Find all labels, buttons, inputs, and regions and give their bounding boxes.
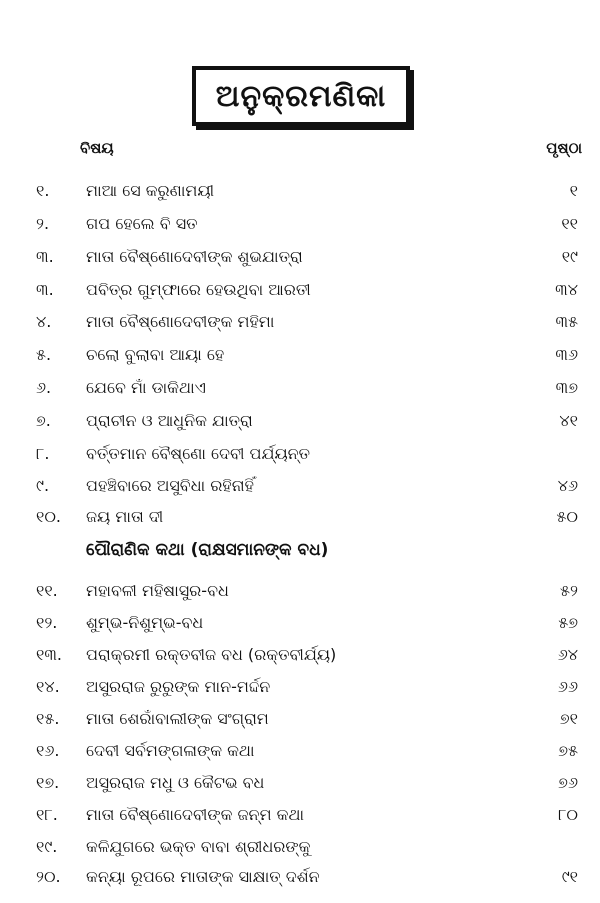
toc-title: ଅସୁରରାଜ ରୁରୁଙ୍କ ମାନ-ମର୍ଦ୍ଦନ [86,677,271,696]
toc-row [0,737,600,767]
page-title: ଅନୁକ୍ରମଣିକା [192,66,410,126]
toc-number: ୮. [36,444,50,463]
toc-title: ଶୁମ୍ଭ-ନିଶୁମ୍ଭ-ବଧ [86,613,204,632]
toc-title: ମାଆ ସେ କରୁଣାମୟୀ [86,181,215,200]
toc-row [0,503,600,533]
toc-row [0,308,600,338]
toc-number: ୨. [36,214,50,233]
toc-title: ମାତା ଶେରାଁବାଲୀଙ୍କ ସଂଗ୍ରାମ [86,709,269,728]
toc-number: ୭. [36,411,51,430]
toc-row [0,577,600,607]
toc-title: ଦେବୀ ସର୍ବମଙ୍ଗଳାଙ୍କ କଥା [86,741,255,760]
toc-row [0,440,600,470]
toc-number: ୧୬. [36,741,60,760]
toc-title: କନ୍ୟା ରୂପରେ ମାତାଙ୍କ ସାକ୍ଷାତ୍ ଦର୍ଶନ [86,867,320,886]
toc-row [0,801,600,831]
toc-number: ୧୪. [36,677,60,696]
toc-number: ୧୭. [36,773,60,792]
toc-number: ୪. [36,312,52,331]
toc-page: ୧ [569,181,578,200]
toc-row [0,609,600,639]
toc-page: ୩୭ [555,378,578,397]
toc-page: ୬୬ [557,677,578,696]
toc-page: ୧୯ [561,247,578,266]
toc-row [0,472,600,502]
toc-title: ପହଞ୍ଚିବାରେ ଅସୁବିଧା ରହିନାହିଁ [86,476,254,495]
toc-title: ଚଲୋ ବୁଲାବା ଆୟା ହେ [86,345,225,364]
toc-page: ୬୪ [557,645,578,664]
toc-number: ୧୫. [36,709,60,728]
section-heading: ପୌରାଣିକ କଥା (ରାକ୍ଷସମାନଙ୍କ ବଧ) [86,540,329,560]
toc-title: ପରାକ୍ରମୀ ରକ୍ତବୀଜ ବଧ (ରକ୍ତବୀର୍ଯ୍ୟ) [86,645,337,664]
toc-page: ୯୧ [561,867,578,886]
page-column-header: ପୃଷ୍ଠା [546,139,582,157]
toc-page: ୭୫ [558,741,578,760]
toc-page: ୩୪ [555,280,578,299]
toc-title: କଳିଯୁଗରେ ଭକ୍ତ ବାବା ଶ୍ରୀଧରଙ୍କୁ [86,837,311,856]
toc-title: ମାତା ବୈଷ୍ଣୋଦେବୀଙ୍କ ମହିମା [86,312,275,331]
toc-number: ୩. [36,280,54,299]
toc-title: ମହାବଳୀ ମହିଷାସୁର-ବଧ [86,581,229,600]
toc-number: ୧୨. [36,613,58,632]
toc-page: ୪୧ [559,411,578,430]
toc-page: ୫୦ [556,507,578,526]
toc-number: ୧୩. [36,645,62,664]
toc-row [0,769,600,799]
toc-title: ମାତା ବୈଷ୍ଣୋଦେବୀଙ୍କ ଶୁଭଯାତ୍ରା [86,247,303,266]
toc-number: ୩. [36,247,54,266]
toc-number: ୯. [36,476,50,495]
toc-title: ଜୟ ମାତା ଦୀ [86,507,164,526]
toc-page: ୧୧ [561,214,578,233]
toc-title: ପବିତ୍ର ଗୁମ୍ଫାରେ ହେଉଥିବା ଆରତୀ [86,280,311,299]
toc-page: ୭୧ [559,709,578,728]
toc-row [0,374,600,404]
toc-page: ୮୦ [558,805,578,824]
toc-number: ୧୯. [36,837,58,856]
toc-row [0,705,600,735]
toc-page: ୪୬ [557,476,578,495]
toc-row [0,341,600,371]
toc-row [0,673,600,703]
toc-title: ପ୍ରାଚୀନ ଓ ଆଧୁନିକ ଯାତ୍ରା [86,411,253,430]
toc-row [0,641,600,671]
toc-row [0,243,600,273]
toc-page: ୫୭ [558,613,578,632]
toc-title: ବର୍ତ୍ତମାନ ବୈଷ୍ଣୋ ଦେବୀ ପର୍ଯ୍ୟନ୍ତ [86,444,311,463]
toc-number: ୧୦. [36,507,62,526]
toc-title: ଅସୁରରାଜ ମଧୁ ଓ କୈଟଭ ବଧ [86,773,265,792]
toc-number: ୧୮. [36,805,58,824]
toc-title: ମାତା ବୈଷ୍ଣୋଦେବୀଙ୍କ ଜନ୍ମ କଥା [86,805,305,824]
topic-column-header: ବିଷୟ [80,139,114,157]
toc-number: ୧. [36,181,50,200]
toc-row [0,863,600,893]
toc-row [0,177,600,207]
toc-number: ୬. [36,378,52,397]
toc-row [0,210,600,240]
toc-title: ଗପ ହେଲେ ବି ସତ [86,214,198,233]
toc-row [0,833,600,863]
toc-page: ୫୨ [560,581,578,600]
toc-title: ଯେବେ ମାଁ ଡାକିଥାଏ [86,378,206,397]
toc-row [0,407,600,437]
toc-row [0,276,600,306]
toc-number: ୫. [36,345,52,364]
toc-number: ୨୦. [36,867,61,886]
toc-page: ୩୬ [555,345,578,364]
toc-number: ୧୧. [36,581,58,600]
toc-page: ୭୬ [558,773,578,792]
toc-page: ୩୫ [555,312,578,331]
